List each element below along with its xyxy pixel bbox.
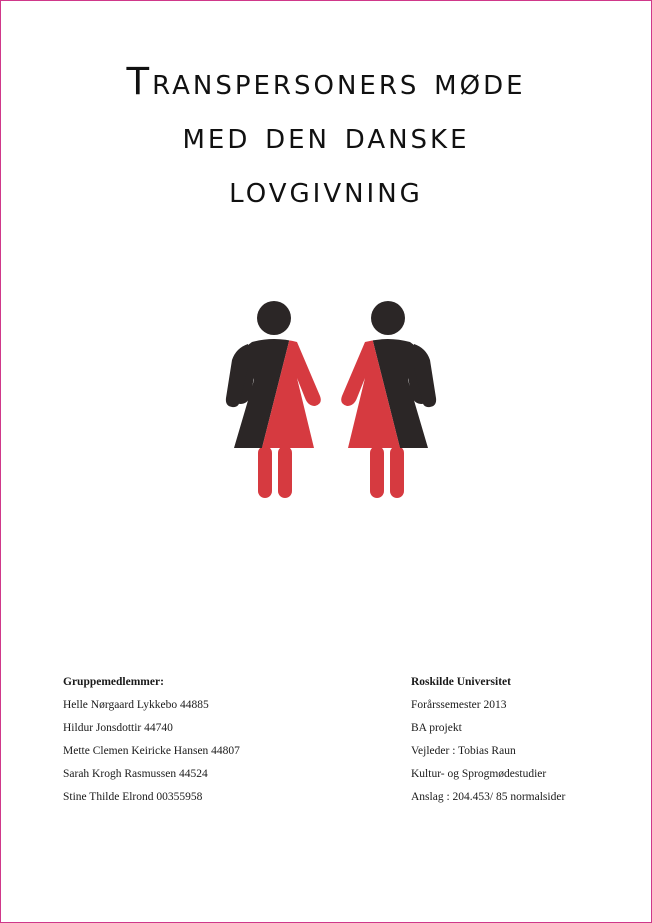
info-item: BA projekt: [411, 722, 462, 734]
title-line-2: med den danske: [182, 114, 470, 157]
member-item: Sarah Krogh Rasmussen 44524: [63, 768, 208, 780]
project-info-block: [411, 671, 565, 809]
document-title: [0, 55, 652, 217]
title-line-3: lovgivning: [229, 168, 423, 211]
member-item: Hildur Jonsdottir 44740: [63, 722, 173, 734]
member-item: Stine Thilde Elrond 00355958: [63, 791, 203, 803]
member-item: Helle Nørgaard Lykkebo 44885: [63, 699, 209, 711]
info-item: Kultur- og Sprogmødestudier: [411, 768, 547, 780]
info-item: Anslag : 204.453/ 85 normalsider: [411, 791, 566, 803]
university-heading: Roskilde Universitet: [411, 676, 511, 688]
info-item: Vejleder : Tobias Raun: [411, 745, 516, 757]
info-item: Forårssemester 2013: [411, 699, 507, 711]
transgender-figures-icon: [222, 298, 440, 498]
group-members-block: [63, 671, 240, 809]
group-heading: Gruppemedlemmer:: [63, 676, 164, 688]
member-item: Mette Clemen Keiricke Hansen 44807: [63, 745, 240, 757]
title-line-1: Transpersoners møde: [126, 60, 526, 103]
